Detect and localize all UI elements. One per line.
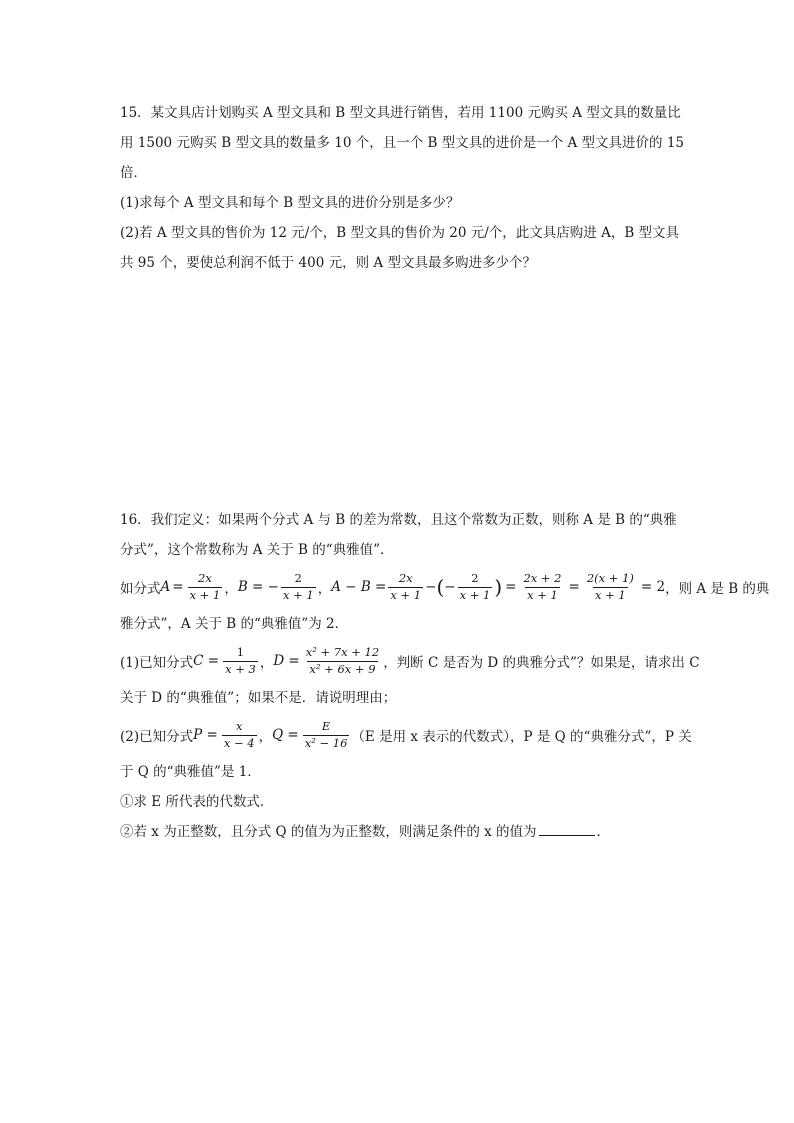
fraction-denominator: x + 1	[459, 587, 491, 602]
fraction-Q-denominator: x² − 16	[304, 735, 348, 750]
left-paren: (	[436, 575, 445, 599]
fraction-2x-over-x1	[388, 572, 423, 601]
fraction-P-denominator: x − 4	[223, 735, 255, 750]
sub2-text: ②若 x 为正整数，且分式 Q 的值为为正整数，则满足条件的 x 的值为	[120, 824, 537, 840]
fraction-B-denominator: x + 1	[282, 587, 314, 602]
q1-C-eq: C =	[193, 653, 220, 669]
fraction-A-numerator: 2x	[198, 571, 212, 586]
example-eq-3: =	[568, 579, 580, 595]
example-minus: −	[425, 579, 437, 595]
fraction-2x2-over-x1	[521, 572, 563, 601]
q2-P-eq: P =	[193, 727, 218, 743]
q1-suffix: ，判断 C 是否为 D 的典雅分式”？如果是，请求出 C	[383, 655, 700, 671]
fraction-2-over-x1	[458, 572, 493, 601]
fraction-D	[304, 646, 381, 675]
fraction-B	[281, 572, 316, 601]
problem-16-line-2: 分式”，这个常数称为 A 关于 B 的“典雅值”．	[120, 542, 394, 558]
fraction-D-denominator: x² + 6x + 9	[309, 661, 376, 676]
fraction-D-numerator: x² + 7x + 12	[305, 645, 380, 660]
right-paren: )	[494, 575, 503, 599]
example-inner-minus: −	[444, 579, 456, 595]
example-comma: ，	[224, 581, 238, 597]
problem-15-question-1: (1)求每个 A 型文具和每个 B 型文具的进价分别是多少？	[120, 195, 460, 211]
fraction-numerator: 2	[471, 571, 479, 586]
example-eq: =	[172, 579, 184, 595]
q1-comma: ，	[259, 655, 274, 671]
problem-15-line-3: 倍．	[120, 165, 147, 181]
q1-prefix: (1)已知分式	[120, 655, 194, 671]
problem-16-sub-question-1: ①求 E 所代表的代数式．	[120, 794, 274, 810]
problem-16-question-2-line-2: 于 Q 的“典雅值”是 1．	[120, 764, 261, 780]
problem-16-question-1-line-2: 关于 D 的“典雅值”；如果不是．请说明理由；	[120, 690, 397, 706]
fraction-B-numerator: 2	[294, 571, 302, 586]
fraction-Q-numerator: E	[321, 719, 331, 734]
fraction-A-denominator: x + 1	[189, 587, 221, 602]
example-A: A	[160, 579, 171, 595]
problem-16-line-1: 16．我们定义：如果两个分式 A 与 B 的差为常数，且这个常数为正数，则称 A 是 B 的“典雅	[120, 512, 677, 528]
fraction-numerator: 2x + 2	[523, 571, 562, 586]
problem-15-line-2: 用 1500 元购买 B 型文具的数量多 10 个，且一个 B 型文具的进价是一个 A 型文具进价的 15	[120, 135, 685, 151]
example-comma-2: ，	[317, 581, 332, 597]
fraction-Q	[303, 720, 350, 749]
q1-D-eq: D =	[273, 653, 300, 669]
q2-prefix: (2)已知分式	[120, 729, 194, 745]
fraction-2x1-over-x1	[585, 572, 636, 601]
problem-16	[120, 505, 770, 847]
problem-16-sub-question-2	[120, 817, 680, 847]
fraction-denominator: x + 1	[390, 587, 422, 602]
q2-suffix: （E 是用 x 表示的代数式），P 是 Q 的“典雅分式”，P 关	[351, 729, 692, 745]
fraction-C-numerator: 1	[236, 645, 245, 660]
example-B-eq: B = −	[237, 579, 279, 595]
problem-15	[120, 98, 685, 278]
example-eq-2: =	[505, 579, 517, 595]
fraction-denominator: x + 1	[527, 587, 558, 602]
fraction-numerator: 2(x + 1)	[586, 571, 634, 586]
example-A-minus-B: A − B =	[331, 579, 387, 595]
q2-Q-eq: Q =	[272, 727, 299, 743]
problem-16-line-4: 雅分式”，A 关于 B 的“典雅值”为 2．	[120, 616, 349, 632]
example-suffix: ，则 A 是 B 的典	[665, 581, 770, 597]
example-prefix: 如分式	[120, 581, 161, 597]
sub2-end: ．	[596, 824, 611, 840]
fraction-P	[222, 720, 257, 749]
fraction-C-denominator: x + 3	[225, 661, 256, 676]
example-result: = 2	[640, 579, 666, 595]
problem-15-question-2-line-1: (2)若 A 型文具的售价为 12 元/个，B 型文具的售价为 20 元/个，此文具店购进 A，B 型文具	[120, 225, 680, 241]
answer-blank[interactable]	[539, 821, 595, 836]
problem-16-question-1	[120, 639, 700, 683]
problem-16-example	[120, 565, 770, 609]
fraction-A	[188, 572, 223, 601]
problem-16-question-2	[120, 713, 692, 757]
problem-15-line-1: 15．某文具店计划购买 A 型文具和 B 型文具进行销售，若用 1100 元购买 A 型文具的数量比	[120, 105, 681, 121]
fraction-C	[223, 646, 258, 675]
fraction-denominator: x + 1	[594, 587, 626, 602]
fraction-P-numerator: x	[235, 719, 243, 734]
fraction-numerator: 2x	[398, 571, 413, 586]
q2-comma: ，	[258, 729, 273, 745]
problem-15-question-2-line-2: 共 95 个，要使总利润不低于 400 元，则 A 型文具最多购进多少个？	[120, 255, 536, 271]
